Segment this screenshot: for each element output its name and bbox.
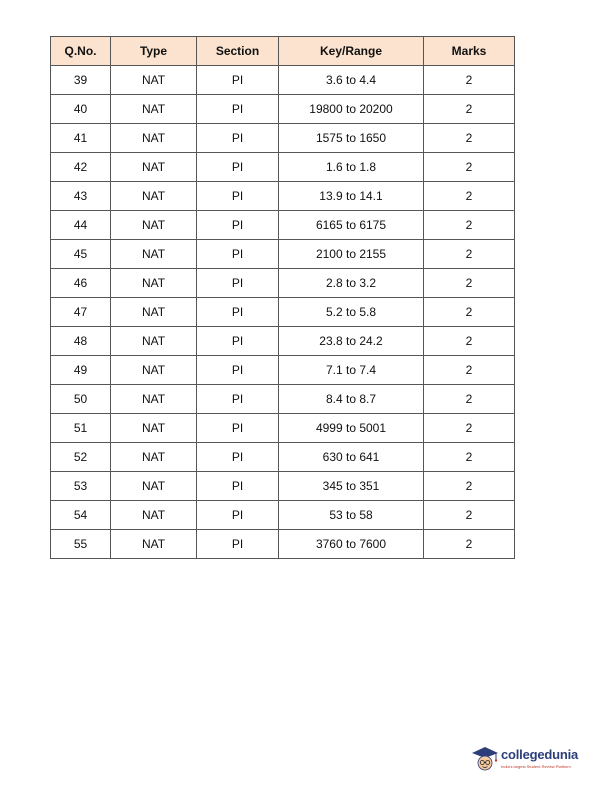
header-section: Section [197, 37, 279, 66]
cell-qno: 51 [51, 414, 111, 443]
cell-type: NAT [111, 66, 197, 95]
cell-key-range: 5.2 to 5.8 [279, 298, 424, 327]
cell-marks: 2 [424, 327, 515, 356]
cell-type: NAT [111, 501, 197, 530]
cell-type: NAT [111, 269, 197, 298]
cell-qno: 50 [51, 385, 111, 414]
cell-section: PI [197, 240, 279, 269]
cell-key-range: 53 to 58 [279, 501, 424, 530]
cell-type: NAT [111, 530, 197, 559]
table-row [51, 356, 515, 385]
cell-key-range: 2.8 to 3.2 [279, 269, 424, 298]
cell-section: PI [197, 501, 279, 530]
cell-key-range: 3760 to 7600 [279, 530, 424, 559]
header-qno: Q.No. [51, 37, 111, 66]
cell-key-range: 13.9 to 14.1 [279, 182, 424, 211]
cell-qno: 45 [51, 240, 111, 269]
cell-marks: 2 [424, 501, 515, 530]
cell-qno: 47 [51, 298, 111, 327]
table-row [51, 501, 515, 530]
cell-qno: 49 [51, 356, 111, 385]
cell-qno: 42 [51, 153, 111, 182]
cell-qno: 55 [51, 530, 111, 559]
cell-key-range: 1575 to 1650 [279, 124, 424, 153]
cell-qno: 39 [51, 66, 111, 95]
table-row [51, 443, 515, 472]
table-row [51, 414, 515, 443]
cell-section: PI [197, 124, 279, 153]
cell-key-range: 6165 to 6175 [279, 211, 424, 240]
cell-key-range: 8.4 to 8.7 [279, 385, 424, 414]
answer-key-table [50, 36, 515, 559]
cell-section: PI [197, 356, 279, 385]
cell-section: PI [197, 472, 279, 501]
cell-marks: 2 [424, 153, 515, 182]
cell-section: PI [197, 327, 279, 356]
table-row [51, 66, 515, 95]
cell-key-range: 2100 to 2155 [279, 240, 424, 269]
logo-wordmark: collegedunia [501, 747, 579, 762]
table-row [51, 95, 515, 124]
table-row [51, 124, 515, 153]
cell-marks: 2 [424, 356, 515, 385]
cell-key-range: 630 to 641 [279, 443, 424, 472]
cell-section: PI [197, 211, 279, 240]
cell-section: PI [197, 269, 279, 298]
header-marks: Marks [424, 37, 515, 66]
cell-qno: 44 [51, 211, 111, 240]
cell-marks: 2 [424, 472, 515, 501]
cell-type: NAT [111, 356, 197, 385]
cell-type: NAT [111, 240, 197, 269]
cell-type: NAT [111, 385, 197, 414]
cell-type: NAT [111, 182, 197, 211]
cell-qno: 40 [51, 95, 111, 124]
cell-key-range: 4999 to 5001 [279, 414, 424, 443]
cell-marks: 2 [424, 269, 515, 298]
cell-qno: 48 [51, 327, 111, 356]
table-row [51, 240, 515, 269]
cell-section: PI [197, 443, 279, 472]
cell-key-range: 3.6 to 4.4 [279, 66, 424, 95]
cell-key-range: 1.6 to 1.8 [279, 153, 424, 182]
cell-type: NAT [111, 298, 197, 327]
table-row [51, 211, 515, 240]
cell-marks: 2 [424, 298, 515, 327]
cell-marks: 2 [424, 443, 515, 472]
cell-marks: 2 [424, 211, 515, 240]
cell-qno: 41 [51, 124, 111, 153]
cell-marks: 2 [424, 182, 515, 211]
cell-type: NAT [111, 443, 197, 472]
cell-marks: 2 [424, 95, 515, 124]
logo-tagline: India's largest Student Review Platform [501, 764, 571, 769]
cell-section: PI [197, 182, 279, 211]
header-key-range: Key/Range [279, 37, 424, 66]
table-row [51, 182, 515, 211]
cell-qno: 46 [51, 269, 111, 298]
cell-section: PI [197, 153, 279, 182]
cell-qno: 43 [51, 182, 111, 211]
cell-type: NAT [111, 124, 197, 153]
cell-marks: 2 [424, 240, 515, 269]
cell-type: NAT [111, 211, 197, 240]
cell-key-range: 345 to 351 [279, 472, 424, 501]
table-row [51, 530, 515, 559]
cell-key-range: 7.1 to 7.4 [279, 356, 424, 385]
graduate-mascot-icon [470, 744, 500, 774]
cell-section: PI [197, 298, 279, 327]
table-row [51, 298, 515, 327]
cell-type: NAT [111, 472, 197, 501]
cell-section: PI [197, 530, 279, 559]
table-row [51, 269, 515, 298]
cell-type: NAT [111, 153, 197, 182]
cell-marks: 2 [424, 414, 515, 443]
cell-marks: 2 [424, 66, 515, 95]
cell-section: PI [197, 66, 279, 95]
table-header-row [51, 37, 515, 66]
cell-marks: 2 [424, 530, 515, 559]
cell-qno: 54 [51, 501, 111, 530]
table-row [51, 327, 515, 356]
cell-type: NAT [111, 414, 197, 443]
header-type: Type [111, 37, 197, 66]
cell-section: PI [197, 95, 279, 124]
cell-key-range: 19800 to 20200 [279, 95, 424, 124]
table-row [51, 385, 515, 414]
cell-marks: 2 [424, 124, 515, 153]
cell-key-range: 23.8 to 24.2 [279, 327, 424, 356]
table-row [51, 153, 515, 182]
cell-section: PI [197, 385, 279, 414]
collegedunia-logo [470, 742, 600, 778]
cell-type: NAT [111, 95, 197, 124]
cell-qno: 52 [51, 443, 111, 472]
table-body [51, 66, 515, 559]
table-row [51, 472, 515, 501]
cell-type: NAT [111, 327, 197, 356]
cell-section: PI [197, 414, 279, 443]
cell-qno: 53 [51, 472, 111, 501]
cell-marks: 2 [424, 385, 515, 414]
